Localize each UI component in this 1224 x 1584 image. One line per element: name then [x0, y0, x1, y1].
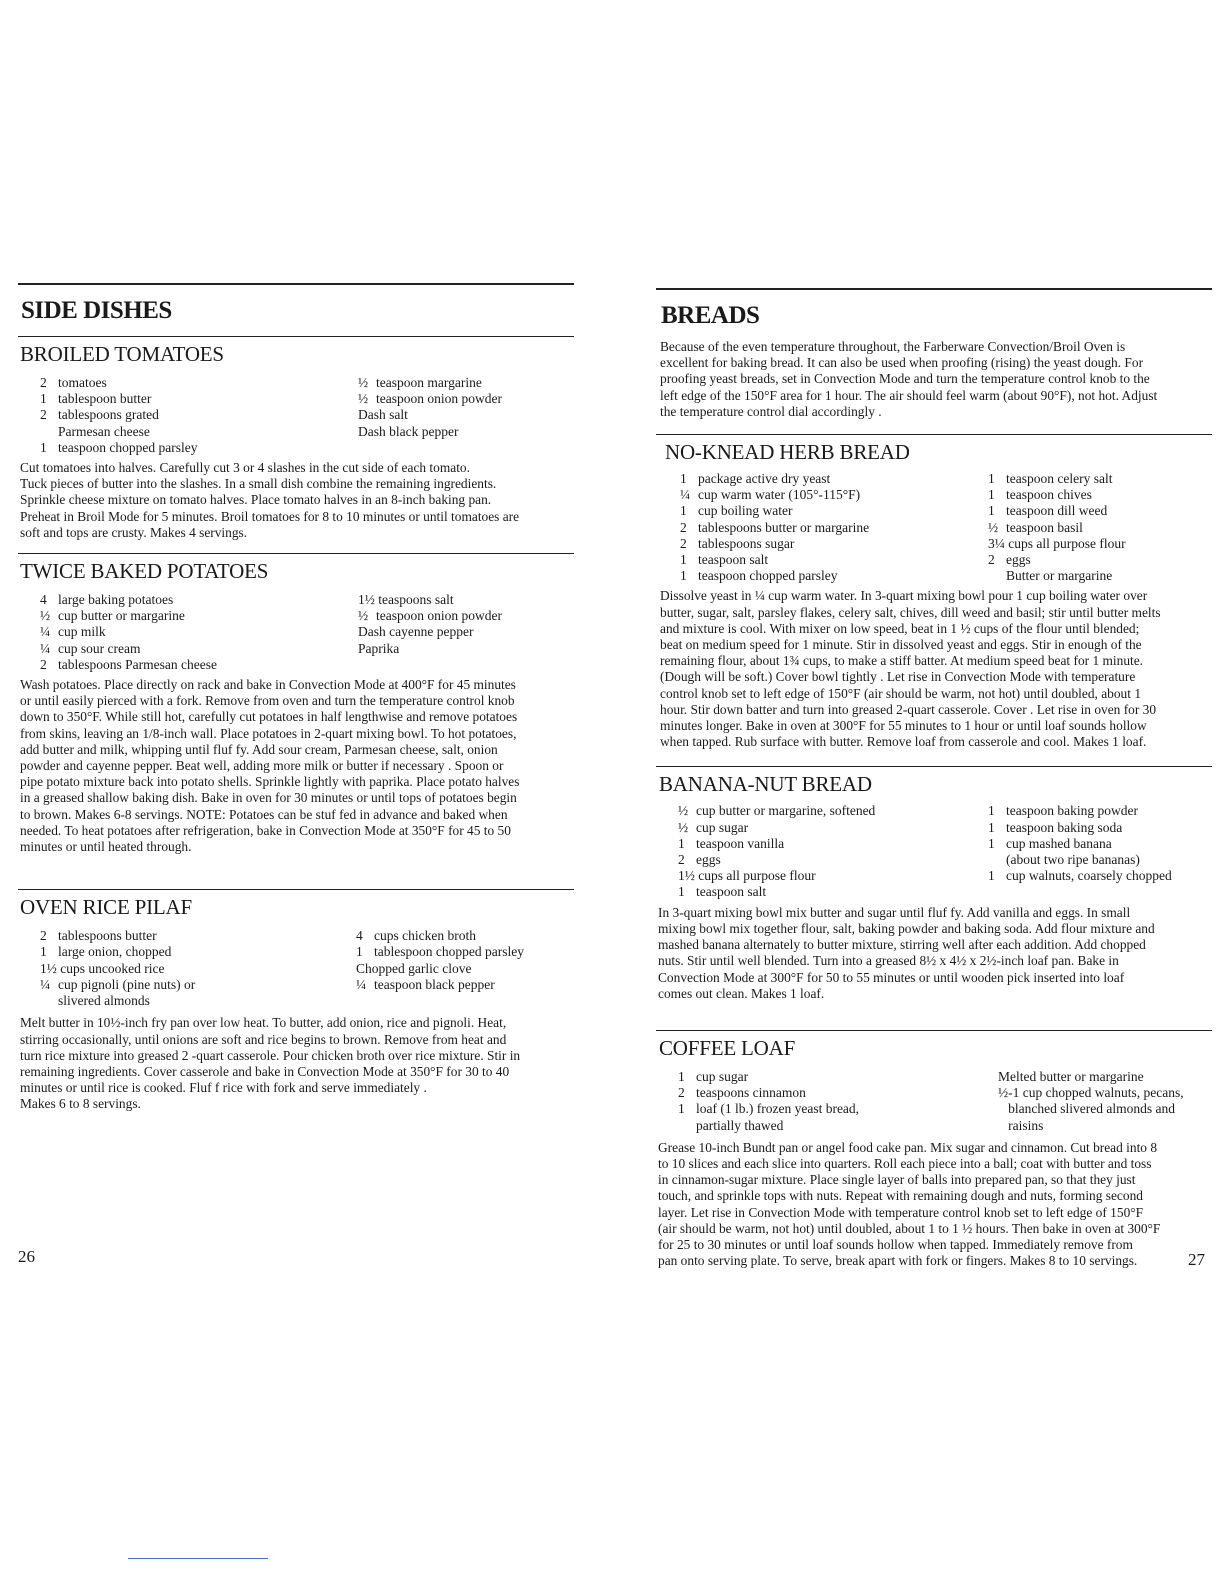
ingredient-qty: 2: [40, 407, 47, 423]
ingredient-text: cup warm water (105°-115°F): [698, 487, 861, 503]
ingredient-item: [680, 552, 988, 568]
ingredient-item: [680, 471, 988, 487]
text-line: mashed banana alternately to butter mixture, stirring well after each addition. Add chopped: [658, 937, 1146, 953]
text-line: excellent for baking bread. It can also be used when proofing (rising) the yeast dough. For: [660, 355, 1144, 371]
ingredient-qty: 1: [988, 803, 995, 819]
ingredient-item: [358, 375, 568, 391]
recipe-method: [660, 588, 1212, 750]
ingredient-qty: 2: [40, 656, 47, 672]
ingredient-item: [40, 407, 358, 423]
recipe-rule: [656, 434, 1212, 435]
text-line: Convection Mode at 300°F for 50 to 55 minutes or until wooden pick inserted into loaf: [658, 969, 1125, 985]
ingredient-text: Dash cayenne pepper: [358, 624, 474, 640]
ingredient-qty: 2: [680, 535, 687, 551]
ingredients-left-column: [40, 928, 356, 1009]
text-line: Dissolve yeast in ¼ cup warm water. In 3-quart mixing bowl pour 1 cup boiling water over: [660, 588, 1148, 604]
text-line: needed. To heat potatoes after refrigeration, bake in Convection Mode at 350°F for 45 to 50: [20, 822, 511, 838]
page-top-rule: [656, 288, 1212, 290]
ingredient-text: eggs: [696, 852, 721, 868]
ingredient-text: cup walnuts, coarsely chopped: [1006, 868, 1172, 884]
ingredient-qty: 2: [40, 375, 47, 390]
text-line: Cut tomatoes into halves. Carefully cut 3 or 4 slashes in the cut side of each tomato.: [20, 460, 470, 476]
ingredient-text: teaspoon salt: [698, 552, 769, 568]
ingredient-qty: 1: [40, 944, 47, 960]
page-heading: SIDE DISHES: [21, 297, 172, 324]
page-number-left: 26: [18, 1247, 35, 1266]
ingredient-item: [40, 592, 358, 608]
ingredient-qty: ¼: [680, 487, 691, 503]
text-line: Preheat in Broil Mode for 5 minutes. Broil tomatoes for 8 to 10 minutes or until tomatoes are: [20, 508, 520, 524]
text-line: (air should be warm, not hot) until doubled, about 1 to 1 ½ hours. Then bake in oven at 300°F: [658, 1220, 1161, 1236]
ingredient-text: tablespoons grated: [58, 407, 159, 423]
ingredient-text: cup pignoli (pine nuts) or: [58, 976, 196, 992]
ingredient-qty: 2: [678, 852, 685, 868]
ingredient-text: teaspoon basil: [1006, 519, 1083, 535]
ingredient-qty: ¼: [40, 976, 51, 992]
text-line: comes out clean. Makes 1 loaf.: [658, 985, 825, 1001]
ingredients-right-column: [358, 592, 568, 673]
ingredient-text: teaspoon onion powder: [376, 608, 502, 624]
ingredient-text: cup sour cream: [58, 640, 141, 656]
ingredient-item: [988, 820, 1210, 836]
ingredient-item: [988, 836, 1210, 852]
recipe-rule: [18, 889, 574, 890]
ingredient-text: teaspoon chopped parsley: [58, 439, 198, 455]
ingredient-item: [40, 657, 358, 673]
ingredient-qty: ½: [358, 375, 369, 390]
ingredient-text: cup boiling water: [698, 503, 793, 519]
ingredient-item: [678, 868, 988, 884]
ingredient-text: Chopped garlic clove: [356, 960, 472, 976]
text-line: from skins, leaving an 1/8-inch wall. Place potatoes in 2-quart mixing bowl. To hot potatoes,: [20, 725, 517, 741]
ingredient-qty: ½: [678, 819, 689, 835]
text-line: touch, and sprinkle tops with nuts. Repeat with remaining dough and nuts, forming second: [658, 1188, 1143, 1204]
recipe-twice-baked-potatoes: [18, 553, 574, 855]
recipe-title: OVEN RICE PILAF: [20, 895, 193, 920]
text-line: minutes longer. Bake in oven at 300°F for 55 minutes to 1 hour or until loaf sounds hollow: [660, 718, 1147, 734]
ingredient-text: 3¼ cups all purpose flour: [988, 535, 1126, 551]
ingredient-text: cup butter or margarine, softened: [696, 803, 876, 819]
text-line: for 25 to 30 minutes or until loaf sounds hollow when tapped. Immediately remove from: [658, 1236, 1133, 1252]
ingredient-item: [40, 440, 358, 456]
ingredient-text: partially thawed: [696, 1117, 784, 1133]
ingredient-item: [358, 424, 568, 440]
ingredient-item: [988, 503, 1210, 519]
ingredient-text: cup sugar: [696, 1068, 749, 1084]
ingredient-qty: 1: [680, 552, 687, 568]
ingredient-item: [680, 520, 988, 536]
ingredient-text: slivered almonds: [58, 993, 150, 1009]
ingredient-text: teaspoon chopped parsley: [698, 568, 838, 584]
text-line: to brown. Makes 6-8 servings. NOTE: Potatoes can be stuf fed in advance and baked when: [20, 806, 508, 822]
ingredient-item: [988, 552, 1210, 568]
recipe-rule: [18, 336, 574, 337]
page-number-right: 27: [1188, 1250, 1205, 1269]
ingredient-qty: 1: [988, 503, 995, 519]
ingredient-qty: ½: [358, 608, 369, 624]
ingredient-text: tablespoon chopped parsley: [374, 944, 524, 960]
text-line: turn rice mixture into greased 2 -quart casserole. Pour chicken broth over rice mixture. Stir in: [20, 1047, 521, 1063]
text-line: powder and cayenne pepper. Beat well, adding more milk or butter if necessary . Spoon or: [20, 758, 504, 774]
ingredient-qty: 1: [680, 471, 687, 487]
text-line: proofing yeast breads, set in Convection Mode and turn the temperature control knob to the: [660, 371, 1150, 387]
ingredients-right-column: [358, 375, 568, 456]
ingredient-item: [678, 852, 988, 868]
recipe-method: [20, 677, 574, 855]
text-line: beat on medium speed for 1 minute. Stir in dissolved yeast and eggs. Stir in enough of the: [660, 637, 1142, 653]
ingredient-text: ½-1 cup chopped walnuts, pecans,: [998, 1085, 1184, 1101]
text-line: nuts. Stir until well blended. Turn into a greased 8½ x 4½ x 2½-inch loaf pan. Bake in: [658, 953, 1119, 969]
ingredient-qty: ½: [358, 391, 369, 407]
ingredient-text: eggs: [1006, 552, 1031, 568]
recipe-method: [658, 1140, 1206, 1270]
ingredients-left-column: [678, 803, 988, 900]
ingredient-qty: 1: [988, 819, 995, 835]
ingredient-text: teaspoon dill weed: [1006, 503, 1108, 519]
text-line: the temperature control dial accordingly .: [660, 403, 882, 419]
ingredient-item: [40, 624, 358, 640]
ingredient-text: cups chicken broth: [374, 928, 476, 944]
ingredient-text: raisins: [998, 1117, 1044, 1133]
ingredient-item: [998, 1118, 1212, 1134]
ingredient-item: [356, 944, 568, 960]
recipe-oven-rice-pilaf: [18, 889, 574, 1112]
text-line: layer. Let rise in Convection Mode with temperature control knob set to left edge of 150°F: [658, 1204, 1144, 1220]
ingredient-qty: 2: [678, 1085, 685, 1101]
ingredient-text: 1½ cups uncooked rice: [40, 960, 165, 976]
text-line: soft and tops are crusty. Makes 4 servings.: [20, 524, 248, 540]
ingredient-qty: 1: [680, 568, 687, 584]
ingredient-qty: 2: [988, 552, 995, 568]
ingredient-qty: ½: [988, 519, 999, 535]
ingredient-text: teaspoons cinnamon: [696, 1085, 806, 1101]
ingredients: [680, 471, 1212, 584]
ingredient-text: Butter or margarine: [1006, 568, 1113, 584]
recipe-method: [658, 905, 1212, 1002]
ingredient-item: [358, 624, 568, 640]
ingredients-right-column: [998, 1069, 1212, 1134]
text-line: and mixture is cool. With mixer on low speed, beat in 1 ½ cups of the flour until blended;: [660, 620, 1140, 636]
ingredient-text: tablespoon butter: [58, 391, 152, 407]
ingredient-item: [40, 961, 356, 977]
ingredients: [678, 803, 1212, 900]
ingredient-item: [998, 1101, 1212, 1117]
ingredient-text: package active dry yeast: [698, 471, 831, 487]
recipe-rule: [656, 766, 1212, 767]
text-line: Melt butter in 10½-inch fry pan over low heat. To butter, add onion, rice and pignoli. Heat,: [20, 1015, 507, 1031]
ingredient-item: [988, 568, 1210, 584]
footer-line: [128, 1558, 268, 1559]
page-heading: BREADS: [661, 302, 760, 329]
left-page: [18, 283, 574, 1113]
ingredient-item: [358, 592, 568, 608]
ingredient-text: teaspoon onion powder: [376, 391, 502, 407]
ingredient-item: [358, 391, 568, 407]
ingredient-text: cup butter or margarine: [58, 608, 185, 624]
ingredient-text: loaf (1 lb.) frozen yeast bread,: [696, 1101, 860, 1117]
ingredient-item: [40, 944, 356, 960]
ingredient-qty: 1: [40, 391, 47, 407]
ingredients-right-column: [988, 471, 1210, 584]
ingredient-item: [998, 1085, 1212, 1101]
recipe-method: [20, 1015, 574, 1112]
text-line: Tuck pieces of butter into the slashes. In a small dish combine the remaining ingredients.: [20, 476, 497, 492]
ingredient-item: [988, 520, 1210, 536]
ingredient-text: teaspoon chives: [1006, 487, 1092, 503]
text-line: remaining flour, about 1¾ cups, to make a stiff batter. At medium speed beat for 1 minute.: [660, 653, 1144, 669]
text-line: or until easily pierced with a fork. Remove from oven and turn the temperature control knob: [20, 693, 515, 709]
ingredient-item: [998, 1069, 1212, 1085]
ingredient-qty: 1: [988, 487, 995, 503]
ingredient-item: [40, 993, 356, 1009]
text-line: control knob set to left edge of 150°F (air should be warm, not hot) until doubled, about 1: [660, 685, 1142, 701]
ingredient-item: [678, 1101, 998, 1117]
recipe-title: COFFEE LOAF: [659, 1035, 796, 1060]
ingredient-item: [40, 391, 358, 407]
ingredient-text: teaspoon black pepper: [374, 976, 495, 992]
ingredient-item: [358, 608, 568, 624]
section-intro: [660, 339, 1212, 420]
ingredient-item: [40, 641, 358, 657]
ingredient-item: [988, 868, 1210, 884]
ingredient-item: [988, 487, 1210, 503]
text-line: Wash potatoes. Place directly on rack and bake in Convection Mode at 400°F for 45 minutes: [20, 677, 516, 693]
ingredient-qty: 1: [678, 835, 685, 851]
ingredient-text: tablespoons butter: [58, 928, 157, 944]
ingredient-text: Dash black pepper: [358, 423, 459, 439]
ingredient-item: [40, 928, 356, 944]
ingredient-qty: 1: [678, 884, 685, 900]
ingredient-item: [680, 568, 988, 584]
recipe-title: NO-KNEAD HERB BREAD: [665, 440, 910, 465]
ingredient-text: Paprika: [358, 640, 400, 656]
recipe-rule: [18, 553, 574, 554]
ingredient-qty: ¼: [356, 976, 367, 992]
ingredient-item: [356, 961, 568, 977]
text-line: left edge of the 150°F area for 1 hour. The air should feel warm (about 90°F), not hot. Adjust: [660, 387, 1158, 403]
ingredients-left-column: [40, 592, 358, 673]
text-line: (Dough will be soft.) Cover bowl tightly . Let rise in Convection Mode with temperature: [660, 669, 1136, 685]
ingredient-qty: ¼: [40, 624, 51, 640]
ingredients: [40, 928, 574, 1009]
ingredient-qty: 1: [988, 471, 995, 487]
ingredient-item: [678, 803, 988, 819]
ingredient-text: large baking potatoes: [58, 592, 174, 608]
ingredient-item: [988, 536, 1210, 552]
ingredient-item: [40, 424, 358, 440]
text-line: minutes or until heated through.: [20, 839, 192, 855]
ingredient-item: [678, 884, 988, 900]
ingredient-item: [988, 803, 1210, 819]
ingredient-text: Parmesan cheese: [58, 423, 150, 439]
ingredient-item: [358, 641, 568, 657]
page-top-rule: [18, 283, 574, 285]
ingredient-item: [678, 820, 988, 836]
ingredient-qty: 1: [678, 1101, 685, 1117]
ingredients-left-column: [40, 375, 358, 456]
ingredient-item: [680, 487, 988, 503]
text-line: pan onto serving plate. To serve, break apart with fork or fingers. Makes 8 to 10 servings.: [658, 1253, 1138, 1269]
text-line: butter, sugar, salt, parsley flakes, celery salt, chives, dill weed and basil; stir until butter melts: [660, 604, 1161, 620]
ingredient-text: tablespoons sugar: [698, 535, 795, 551]
text-line: to 10 slices and each slice into quarters. Roll each piece into a ball; coat with butter and toss: [658, 1155, 1152, 1171]
text-line: add butter and milk, whipping until fluf fy. Add sour cream, Parmesan cheese, salt, onion: [20, 741, 498, 757]
recipe-title: TWICE BAKED POTATOES: [20, 559, 269, 584]
ingredients-right-column: [356, 928, 568, 1009]
text-line: remaining ingredients. Cover casserole and bake in Convection Mode at 350°F for 30 to 40: [20, 1063, 510, 1079]
text-line: down to 350°F. While still hot, carefully cut potatoes in half lengthwise and remove potatoes: [20, 709, 518, 725]
ingredient-text: tomatoes: [58, 375, 107, 390]
ingredient-text: teaspoon margarine: [376, 375, 482, 390]
text-line: Makes 6 to 8 servings.: [20, 1096, 141, 1112]
ingredient-text: cup milk: [58, 624, 106, 640]
text-line: in a greased shallow baking dish. Bake in oven for 30 minutes or until tops of potatoes begin: [20, 790, 517, 806]
text-line: In 3-quart mixing bowl mix butter and sugar until fluf fy. Add vanilla and eggs. In small: [658, 904, 1131, 920]
recipe-rule: [656, 1030, 1212, 1031]
ingredient-item: [40, 977, 356, 993]
text-line: mixing bowl mix together flour, salt, baking powder and baking soda. Add flour mixture and: [658, 920, 1155, 936]
ingredient-text: teaspoon baking powder: [1006, 803, 1138, 819]
recipe-coffee-loaf: [656, 1030, 1212, 1269]
ingredient-text: cup sugar: [696, 819, 749, 835]
ingredient-item: [40, 608, 358, 624]
ingredients: [40, 592, 574, 673]
ingredient-text: tablespoons butter or margarine: [698, 519, 870, 535]
ingredient-item: [40, 375, 358, 391]
ingredient-qty: 1: [678, 1068, 685, 1084]
ingredient-text: teaspoon celery salt: [1006, 471, 1113, 487]
ingredient-text: teaspoon baking soda: [1006, 819, 1123, 835]
text-line: in cinnamon-sugar mixture. Place single layer of balls into prepared pan, so that they just: [658, 1172, 1136, 1188]
ingredient-text: Melted butter or margarine: [998, 1068, 1144, 1084]
ingredient-text: Dash salt: [358, 407, 408, 423]
recipe-broiled-tomatoes: [18, 336, 574, 541]
text-line: Grease 10-inch Bundt pan or angel food cake pan. Mix sugar and cinnamon. Cut bread into 8: [658, 1139, 1158, 1155]
ingredient-qty: 4: [40, 592, 47, 608]
recipe-method: [20, 460, 574, 541]
ingredient-qty: 2: [40, 928, 47, 944]
right-page: [656, 288, 1212, 1269]
recipe-no-knead-herb-bread: [656, 434, 1212, 750]
ingredient-text: 1½ teaspoons salt: [358, 592, 454, 608]
ingredient-item: [680, 503, 988, 519]
ingredient-text: 1½ cups all purpose flour: [678, 868, 816, 884]
text-line: pipe potato mixture back into potato shells. Sprinkle lightly with paprika. Place potato halves: [20, 774, 520, 790]
ingredient-text: teaspoon salt: [696, 884, 767, 900]
ingredient-item: [680, 536, 988, 552]
ingredient-item: [356, 928, 568, 944]
ingredient-item: [988, 471, 1210, 487]
ingredient-qty: 1: [988, 868, 995, 884]
ingredient-qty: 1: [356, 944, 363, 960]
ingredient-text: large onion, chopped: [58, 944, 172, 960]
ingredients-left-column: [678, 1069, 998, 1134]
ingredient-item: [358, 407, 568, 423]
ingredient-qty: 1: [988, 835, 995, 851]
ingredient-item: [988, 852, 1210, 868]
ingredient-qty: 1: [680, 503, 687, 519]
text-line: Sprinkle cheese mixture on tomato halves. Place tomato halves in an 8-inch baking pan.: [20, 492, 492, 508]
ingredient-qty: 4: [356, 928, 363, 944]
text-line: hour. Stir down batter and turn into greased 2-quart casserole. Cover . Let rise in oven for 30: [660, 701, 1157, 717]
ingredients: [40, 375, 574, 456]
text-line: Because of the even temperature throughout, the Farberware Convection/Broil Oven is: [660, 339, 1126, 354]
ingredient-item: [678, 1118, 998, 1134]
ingredients: [678, 1069, 1212, 1134]
recipe-banana-nut-bread: [656, 766, 1212, 1001]
recipe-title: BANANA-NUT BREAD: [659, 772, 872, 797]
text-line: when tapped. Rub surface with butter. Remove loaf from casserole and cool. Makes 1 loaf.: [660, 734, 1147, 750]
ingredient-qty: ¼: [40, 640, 51, 656]
ingredient-item: [356, 977, 568, 993]
ingredient-qty: ½: [40, 608, 51, 624]
ingredient-item: [678, 1085, 998, 1101]
ingredient-text: cup mashed banana: [1006, 835, 1112, 851]
ingredients-left-column: [680, 471, 988, 584]
ingredient-qty: ½: [678, 803, 689, 819]
ingredient-qty: 2: [680, 519, 687, 535]
ingredient-item: [678, 1069, 998, 1085]
ingredient-text: blanched slivered almonds and: [998, 1101, 1175, 1117]
ingredient-text: teaspoon vanilla: [696, 835, 785, 851]
ingredient-item: [678, 836, 988, 852]
ingredient-text: tablespoons Parmesan cheese: [58, 656, 217, 672]
recipe-title: BROILED TOMATOES: [20, 342, 224, 366]
ingredients-right-column: [988, 803, 1210, 900]
text-line: stirring occasionally, until onions are soft and rice begins to brown. Remove from heat and: [20, 1031, 507, 1047]
text-line: minutes or until rice is cooked. Fluf f rice with fork and serve immediately .: [20, 1080, 427, 1096]
ingredient-qty: 1: [40, 439, 47, 455]
ingredient-text: (about two ripe bananas): [1006, 852, 1140, 868]
